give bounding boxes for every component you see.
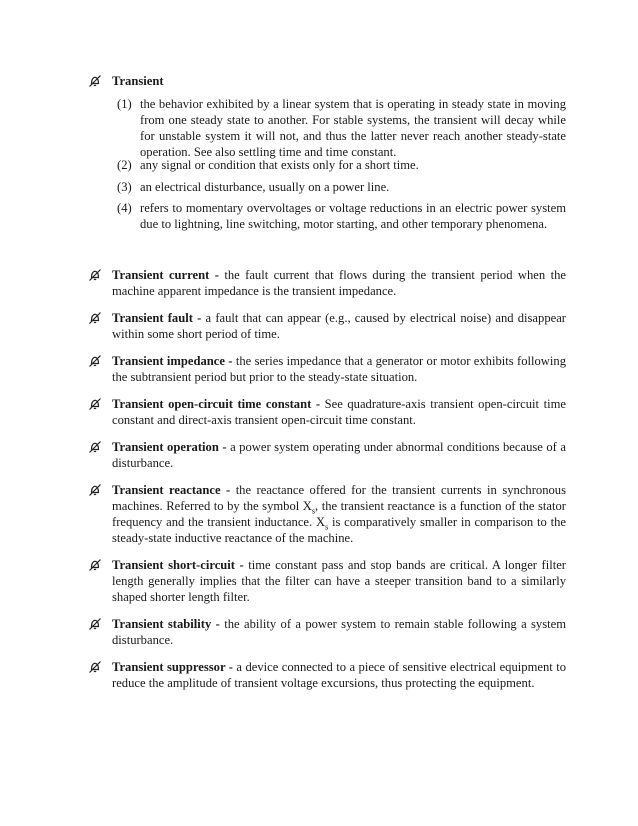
term: Transient — [112, 74, 164, 88]
definition: a device connected to a piece of sensitive electrical equipment to reduce the amplitude of transient voltage excursions, thus protecting the equipment. — [112, 660, 566, 690]
term: Transient short-circuit - — [112, 558, 244, 572]
item-number: (4) — [117, 201, 132, 215]
item-number: (3) — [117, 180, 132, 194]
bell-slash-bullet-icon — [88, 483, 102, 497]
subscript: s — [311, 506, 316, 516]
definition-part: , the transient reactance is a function of the stator frequency and the transient inductance. X — [112, 499, 567, 529]
entry-transient-fault — [88, 310, 566, 342]
bell-slash-bullet-icon — [88, 558, 102, 572]
definition: the ability of a power system to remain stable following a system disturbance. — [112, 617, 567, 647]
definition: See quadrature-axis transient open-circuit time constant and direct-axis transient open-circuit time constant. — [112, 397, 566, 427]
item-text: the behavior exhibited by a linear system that is operating in steady state in moving from one steady state to another. For stable systems, the transient will decay while for unstable system it will not, and thus the latter never reach another steady-state operation. See also settling time and time constant. — [140, 97, 566, 159]
bell-slash-bullet-icon — [88, 440, 102, 454]
bell-slash-bullet-icon — [88, 311, 102, 325]
entry-transient-reactance — [88, 482, 566, 546]
entry-transient-current — [88, 267, 566, 299]
term: Transient open-circuit time constant - — [112, 397, 321, 411]
list-item — [117, 200, 566, 232]
definition: a power system operating under abnormal conditions because of a disturbance. — [112, 440, 566, 470]
entry-transient-impedance — [88, 353, 566, 385]
list-item — [117, 179, 566, 195]
definition-part: the reactance offered for the transient currents in synchronous machines. Referred to by the symbol X — [112, 483, 566, 513]
definition: the series impedance that a generator or motor exhibits following the subtransient period but prior to the steady-state situation. — [112, 354, 566, 384]
definition: time constant pass and stop bands are critical. A longer filter length generally implies that the filter can have a steeper transition band to a similarly shaped shorter length filter. — [112, 558, 566, 604]
entry-transient — [88, 73, 566, 89]
definition: the fault current that flows during the transient period when the machine apparent impedance is the transient impedance. — [112, 268, 566, 298]
term: Transient operation - — [112, 440, 227, 454]
list-item — [117, 157, 566, 173]
definition: a fault that can appear (e.g., caused by electrical noise) and disappear within some short period of time. — [112, 311, 566, 341]
bell-slash-bullet-icon — [88, 354, 102, 368]
entry-transient-operation — [88, 439, 566, 471]
subscript: s — [325, 522, 329, 532]
item-number: (2) — [117, 158, 132, 172]
term: Transient impedance - — [112, 354, 233, 368]
entry-transient-stability — [88, 616, 566, 648]
bell-slash-bullet-icon — [88, 74, 102, 88]
entry-transient-open-circuit-time-constant — [88, 396, 566, 428]
entry-transient-short-circuit — [88, 557, 566, 605]
bell-slash-bullet-icon — [88, 617, 102, 631]
term: Transient fault - — [112, 311, 202, 325]
list-item — [117, 96, 566, 160]
item-text: refers to momentary overvoltages or voltage reductions in an electric power system due to lightning, line switching, motor starting, and other temporary phenomena. — [140, 201, 566, 231]
term: Transient suppressor - — [112, 660, 233, 674]
bell-slash-bullet-icon — [88, 268, 102, 282]
bell-slash-bullet-icon — [88, 660, 102, 674]
entry-transient-suppressor — [88, 659, 566, 691]
term: Transient reactance - — [112, 483, 231, 497]
bell-slash-bullet-icon — [88, 397, 102, 411]
definition-part: is comparatively smaller in comparison to the steady-state inductive reactance of the machine. — [112, 515, 566, 545]
item-text: any signal or condition that exists only for a short time. — [140, 158, 419, 172]
term: Transient current - — [112, 268, 219, 282]
item-number: (1) — [117, 97, 132, 111]
item-text: an electrical disturbance, usually on a power line. — [140, 180, 390, 194]
term: Transient stability - — [112, 617, 220, 631]
